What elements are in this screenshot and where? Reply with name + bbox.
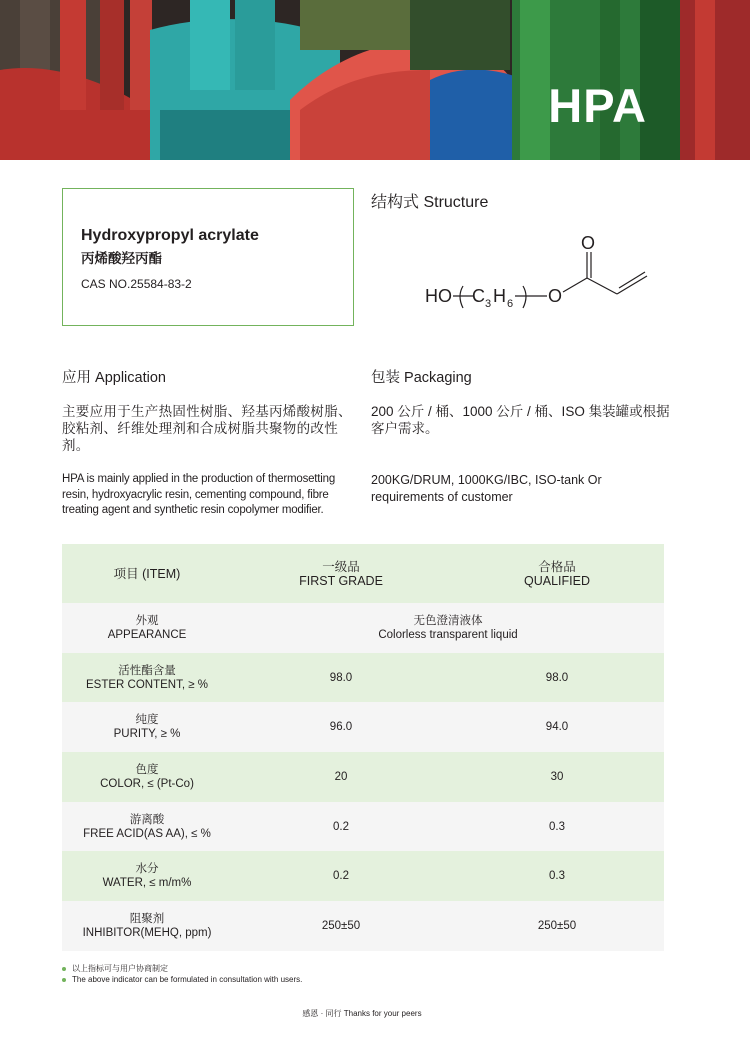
footnote-cn bbox=[62, 964, 302, 975]
header-first-grade-en: FIRST GRADE bbox=[299, 573, 383, 588]
table-row bbox=[62, 702, 664, 752]
formula-h-subscript: 6 bbox=[507, 298, 514, 310]
row-label-en: COLOR, ≤ (Pt-Co) bbox=[100, 777, 194, 790]
header-item: 项目 (ITEM) bbox=[113, 566, 181, 581]
structure-formula bbox=[415, 228, 655, 318]
product-name-cn: 丙烯酸羟丙酯 bbox=[81, 251, 162, 266]
product-box bbox=[62, 188, 354, 326]
table-header-row bbox=[62, 544, 664, 603]
table-row bbox=[62, 901, 664, 951]
hero-banner bbox=[0, 0, 750, 160]
row-label-en: PURITY, ≥ % bbox=[113, 728, 181, 741]
row-value-first-grade: 20 bbox=[334, 770, 348, 783]
cas-number: CAS NO.25584-83-2 bbox=[81, 277, 192, 291]
application-heading: 应用 Application bbox=[62, 370, 166, 386]
table-row bbox=[62, 603, 664, 653]
row-value-first-grade: 0.2 bbox=[333, 820, 349, 833]
row-value-span bbox=[232, 614, 664, 642]
row-value-span-cn: 无色澄清液体 bbox=[413, 614, 483, 627]
footnote-en bbox=[62, 975, 302, 986]
page-footer: 感恩 · 同行 Thanks for your peers bbox=[302, 1009, 422, 1018]
product-name-en: Hydroxypropyl acrylate bbox=[81, 227, 259, 244]
row-label-en: APPEARANCE bbox=[107, 628, 187, 641]
row-label-cn: 外观 bbox=[135, 614, 159, 627]
row-value-qualified: 94.0 bbox=[545, 721, 569, 734]
row-value-qualified: 30 bbox=[550, 770, 564, 783]
row-label-cn: 水分 bbox=[135, 863, 159, 876]
application-text-cn: 主要应用于生产热固性树脂、羟基丙烯酸树脂、胶粘剂、纤维处理剂和合成树脂共聚物的改性剂。 bbox=[62, 404, 352, 453]
row-label bbox=[62, 763, 232, 791]
header-qualified-cn: 合格品 bbox=[538, 559, 576, 574]
row-label bbox=[62, 813, 232, 841]
row-label bbox=[62, 862, 232, 890]
header-qualified bbox=[450, 560, 664, 588]
header-first-grade bbox=[232, 560, 450, 588]
row-value-qualified: 98.0 bbox=[545, 671, 569, 684]
footnote-en-text: The above indicator can be formulated in consultation with users. bbox=[72, 974, 303, 984]
row-label-en: WATER, ≤ m/m% bbox=[102, 877, 192, 890]
header-first-grade-cn: 一级品 bbox=[322, 559, 360, 574]
footnotes bbox=[62, 964, 302, 985]
table-row bbox=[62, 802, 664, 852]
formula-o-carbonyl: O bbox=[581, 233, 596, 253]
row-value-span-en: Colorless transparent liquid bbox=[378, 628, 518, 641]
formula-c: C bbox=[472, 286, 485, 306]
row-label-cn: 阻聚剂 bbox=[129, 912, 165, 925]
packaging-heading: 包装 Packaging bbox=[371, 370, 472, 386]
row-label bbox=[62, 664, 232, 692]
row-label bbox=[62, 614, 232, 642]
row-value-first-grade: 96.0 bbox=[329, 721, 353, 734]
row-label bbox=[62, 713, 232, 741]
row-label-cn: 色度 bbox=[135, 763, 159, 776]
row-label-cn: 活性酯含量 bbox=[118, 664, 176, 677]
header-qualified-en: QUALIFIED bbox=[524, 573, 590, 588]
row-label-en: INHIBITOR(MEHQ, ppm) bbox=[82, 926, 212, 939]
table-row bbox=[62, 653, 664, 703]
application-text-en: HPA is mainly applied in the production of thermosetting resin, hydroxyacrylic resin, cementing compound, fibre treating agent and synthetic resin copolymer modifier. bbox=[62, 473, 336, 516]
row-value-first-grade: 0.2 bbox=[333, 870, 349, 883]
footnote-cn-text: 以上指标可与用户协商制定 bbox=[72, 964, 168, 973]
row-label bbox=[62, 912, 232, 940]
row-label-cn: 游离酸 bbox=[129, 813, 165, 826]
spec-table bbox=[62, 544, 664, 951]
row-value-first-grade: 250±50 bbox=[321, 919, 361, 932]
packaging-text-cn: 200 公斤 / 桶、1000 公斤 / 桶、ISO 集装罐或根据客户需求。 bbox=[371, 404, 670, 436]
row-label-en: FREE ACID(AS AA), ≤ % bbox=[83, 827, 211, 840]
structure-heading: 结构式 Structure bbox=[371, 194, 489, 211]
bullet-icon bbox=[62, 967, 66, 971]
table-row bbox=[62, 752, 664, 802]
formula-c-subscript: 3 bbox=[485, 298, 492, 310]
row-value-qualified: 0.3 bbox=[549, 820, 565, 833]
table-row bbox=[62, 851, 664, 901]
formula-o-ether: O bbox=[548, 286, 563, 306]
row-value-qualified: 0.3 bbox=[549, 870, 565, 883]
formula-ho: HO bbox=[425, 286, 452, 306]
packaging-text-en: 200KG/DRUM, 1000KG/IBC, ISO-tank Or requirements of customer bbox=[371, 473, 602, 504]
row-value-first-grade: 98.0 bbox=[329, 671, 353, 684]
row-label-en: ESTER CONTENT, ≥ % bbox=[86, 678, 208, 691]
bullet-icon bbox=[62, 978, 66, 982]
formula-h: H bbox=[493, 286, 506, 306]
row-label-cn: 纯度 bbox=[135, 714, 159, 727]
hero-title: HPA bbox=[548, 79, 647, 132]
row-value-qualified: 250±50 bbox=[537, 919, 577, 932]
